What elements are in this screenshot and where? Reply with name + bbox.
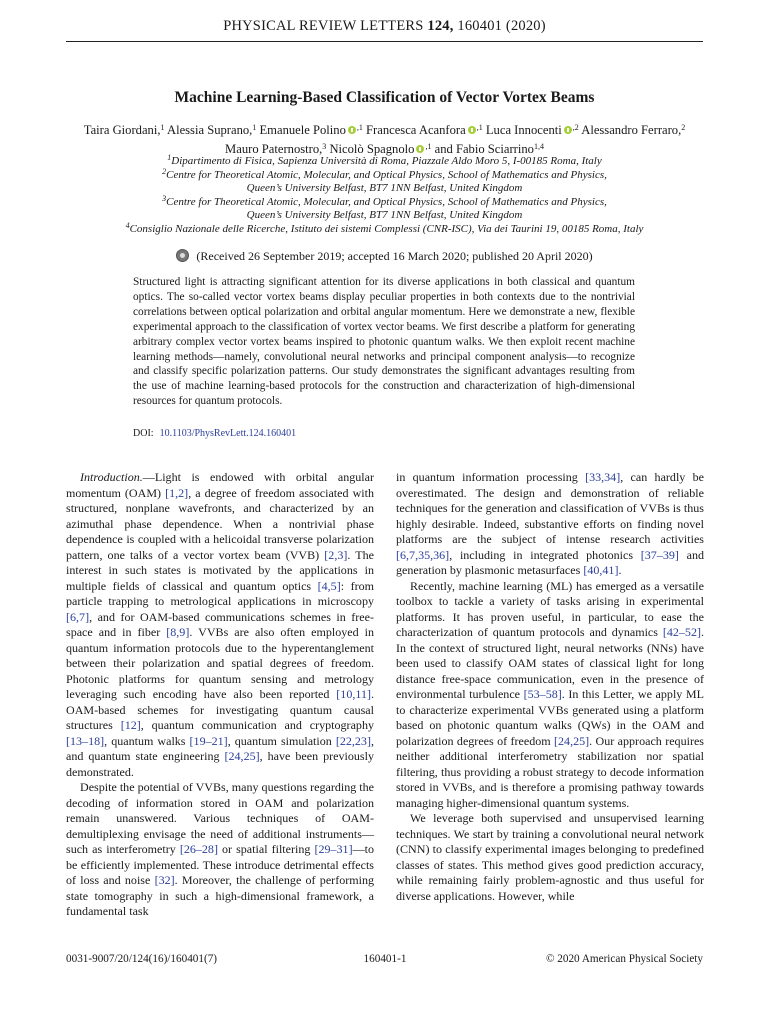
citation-link[interactable]: [13–18] xyxy=(66,733,105,748)
citation-link[interactable]: [53–58] xyxy=(523,687,562,701)
author-name: Emanuele Polino xyxy=(259,123,346,137)
author-name: Luca Innocenti xyxy=(485,123,562,137)
received-dates xyxy=(66,249,703,264)
affiliation-line xyxy=(56,166,713,183)
author-name: Alessandro Ferraro, xyxy=(581,123,682,137)
citation-link[interactable]: [8,9] xyxy=(166,625,190,639)
citation-link[interactable]: [32] xyxy=(154,873,175,887)
body-column-left xyxy=(66,470,374,920)
footer-copyright: © 2020 American Physical Society xyxy=(545,953,703,965)
author-affiliation-marker: ,1 xyxy=(356,123,363,132)
header-rule xyxy=(66,41,703,42)
doi-line xyxy=(133,428,296,439)
article-title: Machine Learning-Based Classification of Vector Vortex Beams xyxy=(174,89,595,106)
author-name: Alessia Suprano, xyxy=(166,123,253,137)
author-affiliation-marker: ,1 xyxy=(425,142,432,151)
affiliation-text: Dipartimento di Fisica, Sapienza Università di Roma, Piazzale Aldo Moro 5, I-00185 Roma, Italy xyxy=(171,155,602,167)
citation-link[interactable]: [24,25] xyxy=(224,749,260,763)
affiliation-text: Queen’s University Belfast, BT7 1NN Belfast, United Kingdom xyxy=(246,182,523,195)
author-affiliation-marker: 3 xyxy=(322,142,327,151)
author-list-line-1 xyxy=(56,120,713,140)
citation-link[interactable]: [6,7] xyxy=(66,609,90,624)
author-name: Mauro Paternostro, xyxy=(225,142,323,156)
citation-link[interactable]: [12] xyxy=(120,718,141,732)
citation-link[interactable]: [4,5] xyxy=(317,578,341,593)
affiliation-line xyxy=(56,223,713,237)
citation-link[interactable]: [37–39] xyxy=(640,547,679,562)
author-name: Nicolò Spagnolo xyxy=(329,142,415,156)
journal-volume: 124, xyxy=(427,18,454,34)
journal-header xyxy=(66,18,703,35)
author-name: and Fabio Sciarrino xyxy=(434,142,534,156)
affiliation-number: 1 xyxy=(167,153,172,162)
received-text: (Received 26 September 2019; accepted 16 March 2020; published 20 April 2020) xyxy=(196,249,593,263)
affiliation-line xyxy=(56,193,713,210)
author-name: Francesca Acanfora xyxy=(366,123,466,137)
citation-link[interactable]: [10,11] xyxy=(336,687,371,701)
citation-link[interactable]: [42–52] xyxy=(662,625,701,639)
citation-link[interactable]: [2,3] xyxy=(324,547,348,562)
citation-link[interactable]: [33,34] xyxy=(585,470,621,484)
affiliation-number: 2 xyxy=(162,166,167,176)
doi-label: DOI: xyxy=(133,428,154,439)
citation-link[interactable]: [40,41] xyxy=(583,563,619,577)
crossmark-icon[interactable] xyxy=(176,249,189,262)
affiliation-text: Consiglio Nazionale delle Ricerche, Istituto dei sistemi Complessi (CNR-ISC), Via dei Taurini 19, 00185 Roma, Italy xyxy=(129,223,644,235)
author-affiliation-marker: 1,4 xyxy=(533,142,544,151)
citation-link[interactable]: [1,2] xyxy=(165,485,189,500)
author-affiliation-marker: 1 xyxy=(252,123,257,132)
article-id: 160401 (2020) xyxy=(457,18,546,34)
citation-link[interactable]: [29–31] xyxy=(314,842,353,856)
footer-issn: 0031-9007/20/124(16)/160401(7) xyxy=(66,953,218,965)
author-affiliation-marker: ,1 xyxy=(476,123,483,132)
body-paragraph: in quantum information processing [33,34], can hardly be overestimated. The design and demonstration of reliable techniques for the generation and classification of VVBs is thus highly desirable. Indeed, substantive efforts on finding novel platforms are the subject of intense research activities [6,7,35,36], including in integrated photonics [37–39] and generation by plasmonic metasurfaces [40,41]. xyxy=(396,470,704,577)
body-column-right xyxy=(396,470,704,904)
citation-link[interactable]: [26–28] xyxy=(179,842,218,856)
affiliation-number: 3 xyxy=(162,193,167,203)
affiliation-number: 4 xyxy=(125,221,130,230)
orcid-icon[interactable] xyxy=(348,126,356,134)
footer-page-number: 160401-1 xyxy=(363,953,407,965)
affiliation-line xyxy=(56,209,713,223)
affiliation-text: Centre for Theoretical Atomic, Molecular, and Optical Physics, School of Mathematics and Physics, xyxy=(166,195,607,208)
body-paragraph: Despite the potential of VVBs, many questions regarding the decoding of information stored in OAM and polarization remain unanswered. Various techniques of OAM-demultiplexing envisage the need of additional instruments—such as interferometry [26–28] or spatial filtering [29–31]—to be efficiently implemented. These introduce detrimental effects of loss and noise [32]. Moreover, the challenge of performing state tomography in such a high-dimensional framework, a fundamental task xyxy=(66,780,374,918)
orcid-icon[interactable] xyxy=(468,126,476,134)
body-paragraph: Introduction.—Light is endowed with orbital angular momentum (OAM) [1,2], a degree of freedom associated with structured, nonplane wavefronts, and characterized by an azimuthal phase dependence. When a nontrivial phase dependence is coupled with a helicoidal transverse polarization pattern, one talks of a vector vortex beam (VVB) [2,3]. The interest in such states is motivated by the applications in multiple fields of classical and quantum optics [4,5]: from particle trapping to metrological applications in microscopy [6,7], and for OAM-based communications schemes in free-space and in fiber [8,9]. VVBs are also often employed in quantum information protocols due to the hyperentanglement between their polarization and spatial degrees of freedom. Photonic platforms for quantum sensing and metrology leveraging such encoding have also been reported [10,11]. OAM-based schemes for investigating quantum causal structures [12], quantum communication and cryptography [13–18], quantum walks [19–21], quantum simulation [22,23], and quantum state engineering [24,25], have been previously demonstrated. xyxy=(66,470,375,779)
affiliation-text: Queen’s University Belfast, BT7 1NN Belfast, United Kingdom xyxy=(246,209,523,222)
body-paragraph: Recently, machine learning (ML) has emerged as a versatile toolbox to tackle a variety of tasks arising in experimental platforms. It has proven useful, in particular, to ease the characterization of quantum protocols and dynamics [42–52]. In the context of structured light, neural networks (NNs) have been used to classify OAM states of classical light for long distance free-space communication, even in the presence of environmental turbulence [53–58]. In this Letter, we apply ML to characterize experimental VVBs generated using a platform based on photonic quantum walks (QWs) in the OAM and polarization degrees of freedom [24,25]. Our approach requires neither additional interferometry stabilization nor spatial filtering, thus providing a robust strategy to decode information stored in VVBs, and is therefore a promising pathway towards managing higher-dimensional quantum systems. xyxy=(396,578,704,810)
affiliation-line xyxy=(56,155,713,169)
orcid-icon[interactable] xyxy=(416,145,424,153)
journal-name: PHYSICAL REVIEW LETTERS xyxy=(223,18,424,34)
abstract: Structured light is attracting significant attention for its diverse applications in both classical and quantum optics. The so-called vector vortex beams display peculiar properties in both contexts due to the nontrivial correlations between optical polarization and orbital angular momentum. Here we demonstrate a new, flexible experimental approach to the classification of vortex vector beams. We first describe a platform for generating arbitrary complex vector vortex beams inspired to photonic quantum walks. We then exploit recent machine learning methods—namely, convolutional neural networks and principal component analysis—to recognize and classify specific polarization patterns. Our study demonstrates the significant advantages resulting from the use of machine learning-based protocols for the construction and characterization of high-dimensional resources for quantum protocols. xyxy=(133,276,635,408)
citation-link[interactable]: [24,25] xyxy=(554,733,590,748)
citation-link[interactable]: [6,7,35,36] xyxy=(396,547,450,562)
author-affiliation-marker: ,2 xyxy=(572,123,579,132)
citation-link[interactable]: [19–21] xyxy=(189,733,228,748)
section-run-in-heading: Introduction. xyxy=(80,470,143,484)
affiliation-line xyxy=(56,182,713,196)
affiliation-text: Centre for Theoretical Atomic, Molecular, and Optical Physics, School of Mathematics and Physics, xyxy=(166,168,607,181)
doi-link[interactable]: 10.1103/PhysRevLett.124.160401 xyxy=(159,428,297,439)
author-affiliation-marker: 2 xyxy=(681,123,686,132)
citation-link[interactable]: [22,23] xyxy=(335,733,371,748)
orcid-icon[interactable] xyxy=(564,126,572,134)
body-paragraph: We leverage both supervised and unsupervised learning techniques. We start by training a convolutional neural network (CNN) to classify experimental images belonging to predefined classes of states. This method gives good prediction accuracy, while remaining fairly problem-agnostic and thus useful for diverse applications. However, while xyxy=(396,811,704,903)
author-affiliation-marker: 1 xyxy=(160,123,165,132)
author-name: Taira Giordani, xyxy=(83,123,161,137)
